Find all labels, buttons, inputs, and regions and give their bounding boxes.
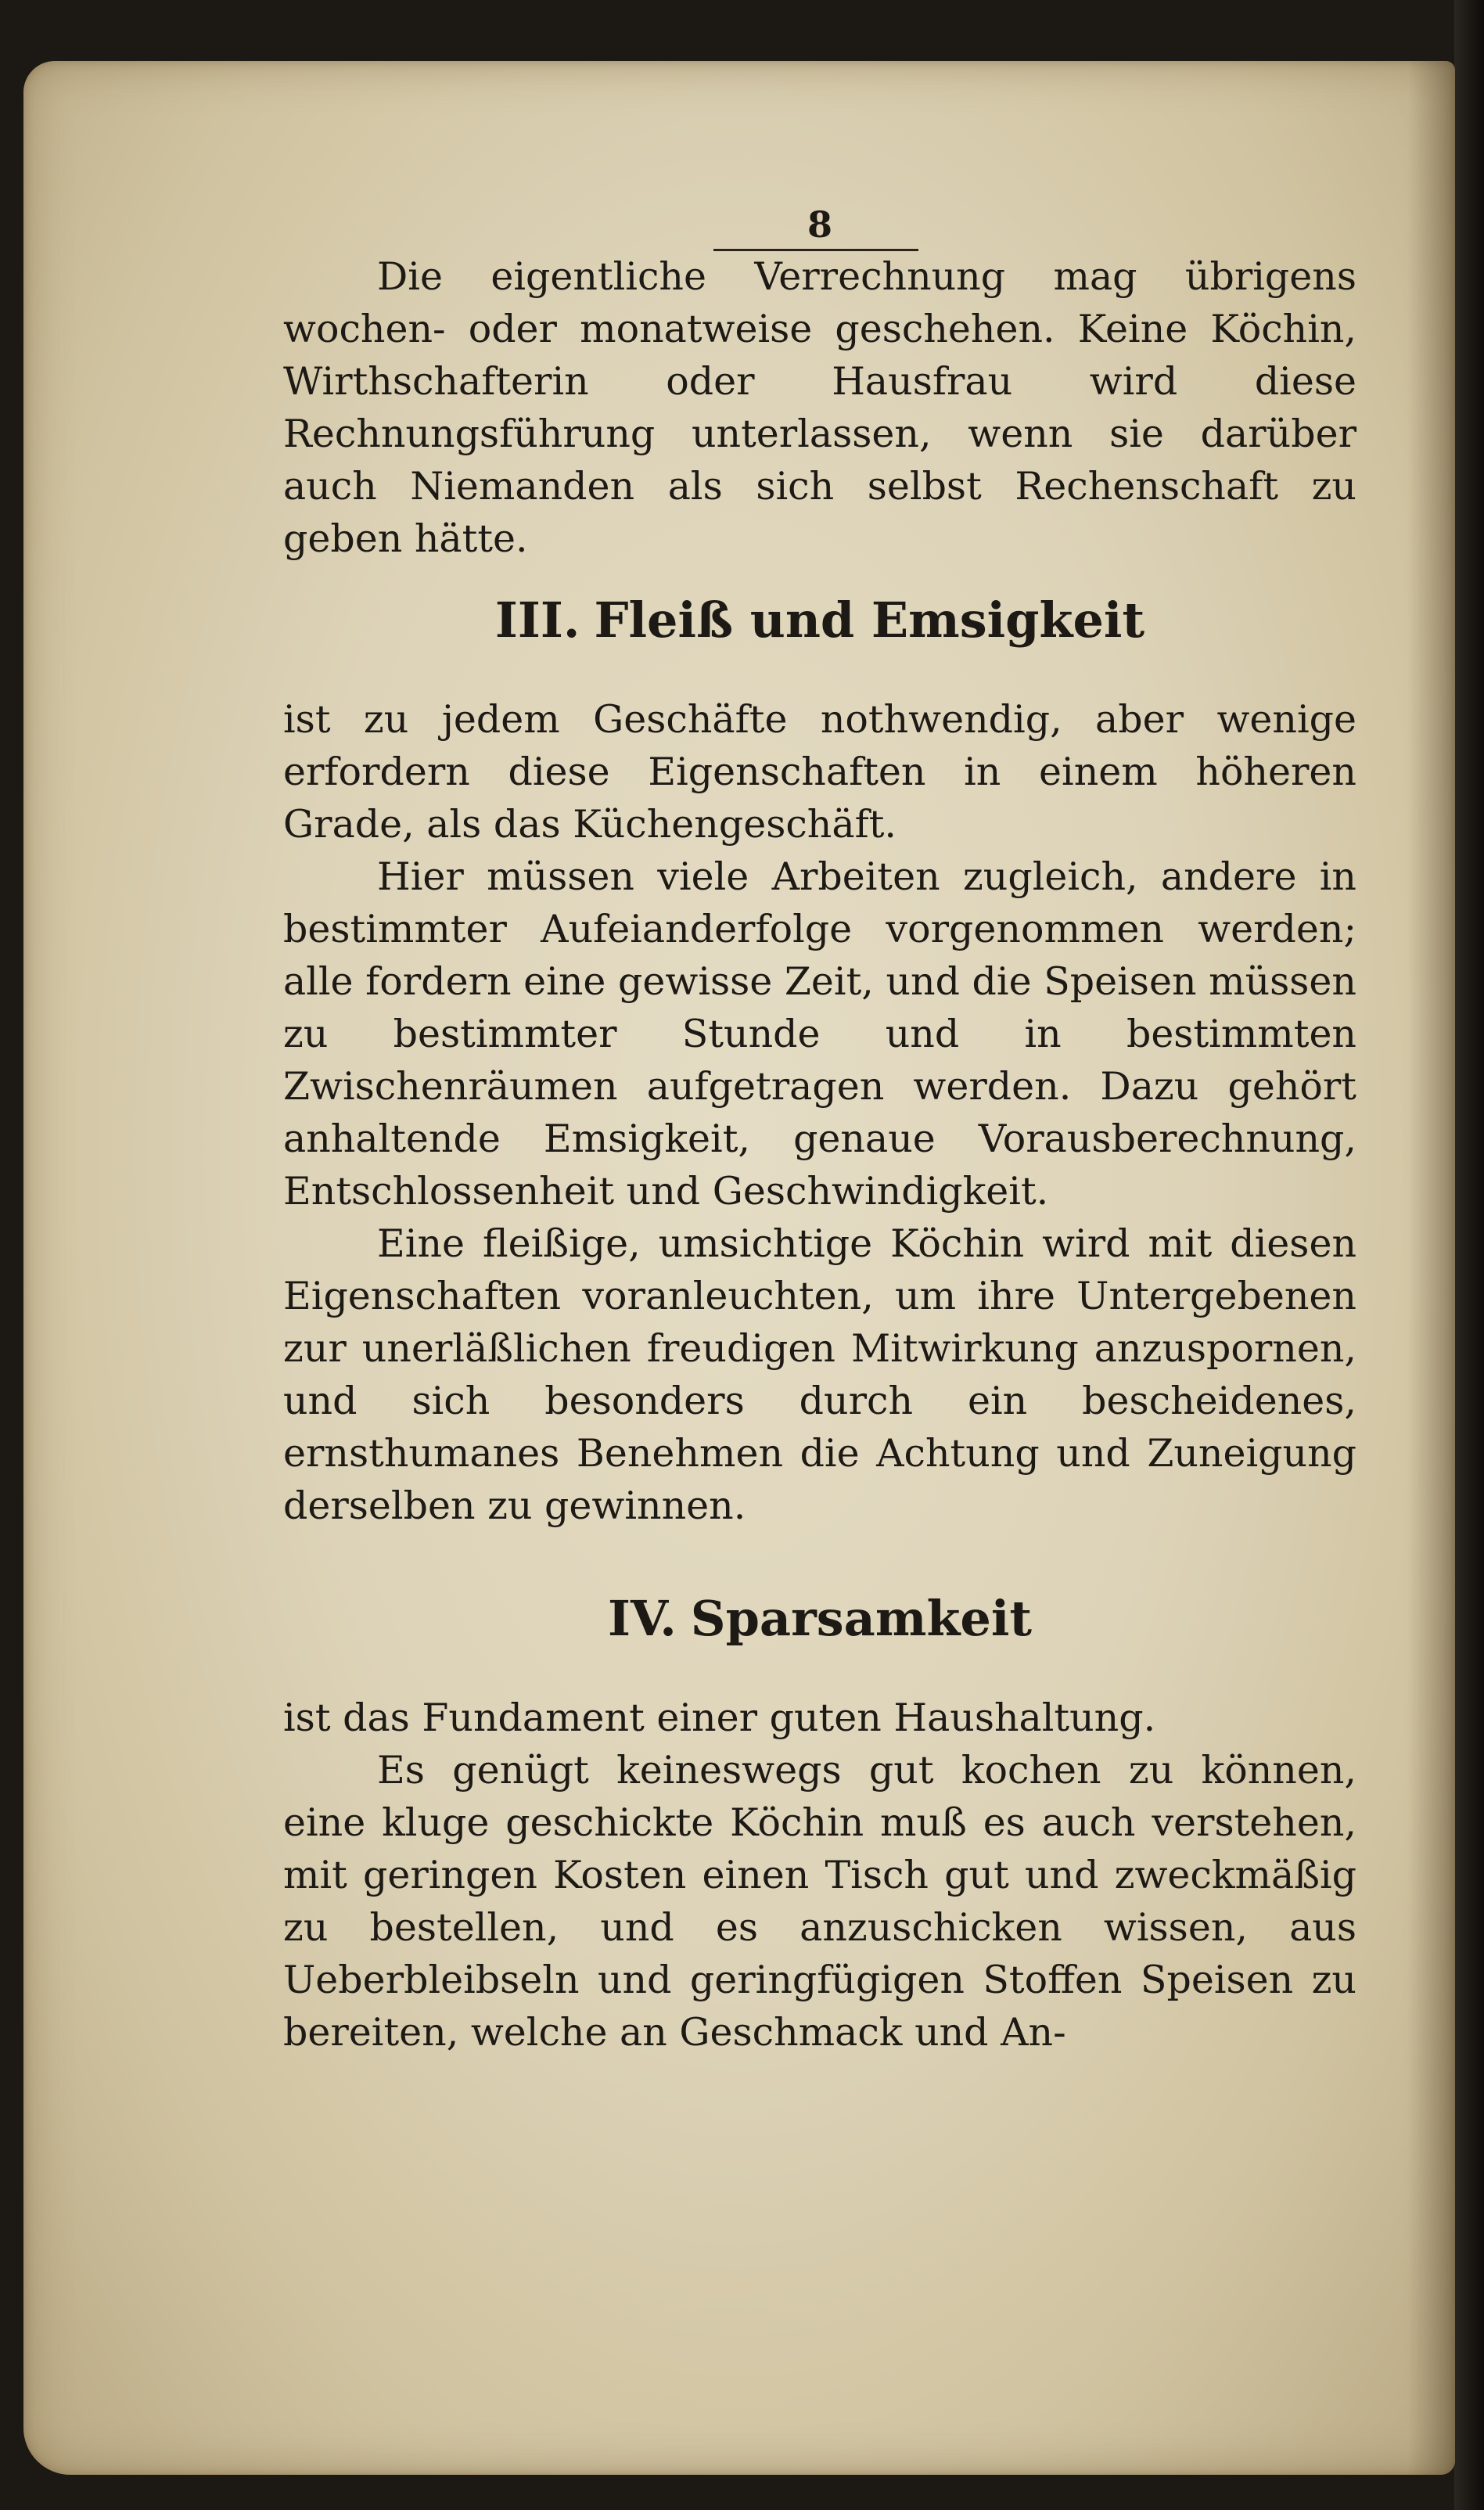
section-numeral-4: IV. [607, 1590, 677, 1647]
page-header [283, 180, 1356, 250]
paragraph-4-1: ist das Fundament einer guten Haushaltung. [283, 1696, 1156, 1740]
paragraph-4-2: Es genügt keineswegs gut kochen zu können, eine kluge geschickte Köchin muß es auch verstehen, mit geringen Kosten einen Tisch gut und zweckmäßig zu bestellen, und es anzuschicken wissen, aus Ueberbleibseln und geringfügigen Stoffen Speisen zu bereiten, welche an Geschmack und An- [283, 1748, 1356, 2055]
paragraph-3-2: Hier müssen viele Arbeiten zugleich, andere in bestimmter Aufeianderfolge vorgenommen werden; alle fordern eine gewisse Zeit, und die Speisen müssen zu bestimmter Stunde und in bestimmten Zwischenräumen aufgetragen werden. Dazu gehört anhaltende Emsigkeit, genaue Vorausberechnung, Entschlossenheit und Geschwindigkeit. [283, 854, 1356, 1214]
section-numeral-3: III. [494, 592, 580, 649]
header-rule [713, 249, 918, 251]
section-title-4: Sparsamkeit [690, 1590, 1033, 1647]
paragraph-intro: Die eigentliche Verrechnung mag übrigens wochen- oder monatweise geschehen. Keine Köchin, Wirthschafterin oder Hausfrau wird diese Rechnungsführung unterlassen, wenn sie darüber auch Niemanden als sich selbst Rechenschaft zu geben hätte. [283, 254, 1356, 561]
page-number: 8 [807, 203, 832, 246]
paragraph-3-1: ist zu jedem Geschäfte nothwendig, aber wenige erfordern diese Eigenschaften in einem höheren Grade, als das Küchengeschäft. [283, 697, 1356, 847]
section-title-3: Fleiß und Emsigkeit [594, 592, 1145, 649]
section-heading-4 [283, 1587, 1356, 1651]
paragraph-3-3: Eine fleißige, umsichtige Köchin wird mit diesen Eigenschaften voranleuchten, um ihre Untergebenen zur unerläßlichen freudigen Mitwirkung anzuspornen, und sich besonders durch ein bescheidenes, ernsthumanes Benehmen die Achtung und Zuneigung derselben zu gewinnen. [283, 1221, 1356, 1528]
page-text [283, 180, 1356, 2059]
section-heading-3 [283, 588, 1356, 653]
book-gutter [1454, 0, 1484, 2510]
